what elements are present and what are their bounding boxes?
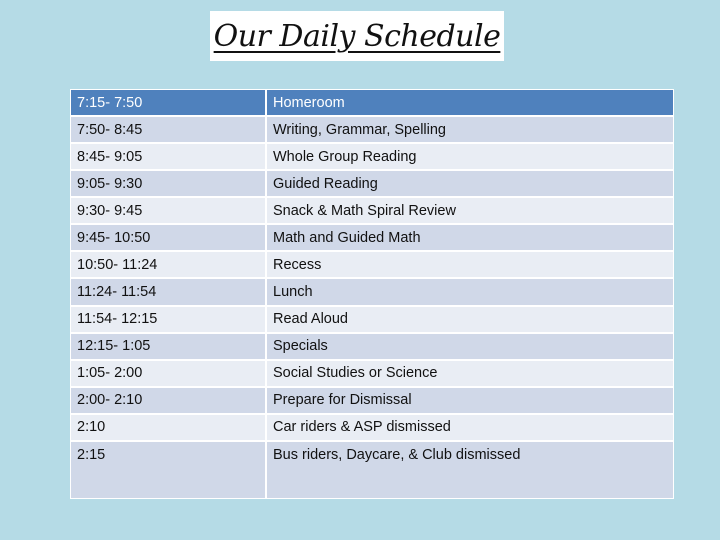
activity-cell: Whole Group Reading xyxy=(267,144,673,171)
activity-cell: Car riders & ASP dismissed xyxy=(267,415,673,442)
activity-cell: Prepare for Dismissal xyxy=(267,388,673,415)
activity-cell: Guided Reading xyxy=(267,171,673,198)
table-row xyxy=(71,415,673,442)
activity-cell: Read Aloud xyxy=(267,307,673,334)
table-row xyxy=(71,442,673,498)
activity-cell: Writing, Grammar, Spelling xyxy=(267,117,673,144)
table-row xyxy=(71,361,673,388)
table-row xyxy=(71,334,673,361)
time-cell: 2:00- 2:10 xyxy=(71,388,267,415)
table-row xyxy=(71,307,673,334)
time-cell: 9:30- 9:45 xyxy=(71,198,267,225)
time-cell: 8:45- 9:05 xyxy=(71,144,267,171)
table-row xyxy=(71,198,673,225)
table-row xyxy=(71,279,673,306)
activity-cell: Lunch xyxy=(267,279,673,306)
activity-cell: Social Studies or Science xyxy=(267,361,673,388)
time-cell: 10:50- 11:24 xyxy=(71,252,267,279)
time-cell: 9:45- 10:50 xyxy=(71,225,267,252)
time-cell: 7:50- 8:45 xyxy=(71,117,267,144)
table-row xyxy=(71,90,673,117)
activity-cell: Math and Guided Math xyxy=(267,225,673,252)
table-row xyxy=(71,117,673,144)
time-cell: 12:15- 1:05 xyxy=(71,334,267,361)
schedule-table xyxy=(70,89,674,499)
time-cell: 1:05- 2:00 xyxy=(71,361,267,388)
time-cell: 2:10 xyxy=(71,415,267,442)
time-cell: 9:05- 9:30 xyxy=(71,171,267,198)
activity-cell: Homeroom xyxy=(267,90,673,117)
activity-cell: Recess xyxy=(267,252,673,279)
table-row xyxy=(71,388,673,415)
activity-cell: Snack & Math Spiral Review xyxy=(267,198,673,225)
time-cell: 11:54- 12:15 xyxy=(71,307,267,334)
table-row xyxy=(71,171,673,198)
time-cell: 2:15 xyxy=(71,442,267,498)
page-title: Our Daily Schedule xyxy=(213,18,501,54)
table-row xyxy=(71,252,673,279)
activity-cell: Bus riders, Daycare, & Club dismissed xyxy=(267,442,673,498)
title-box xyxy=(210,11,504,61)
table-row xyxy=(71,225,673,252)
time-cell: 7:15- 7:50 xyxy=(71,90,267,117)
time-cell: 11:24- 11:54 xyxy=(71,279,267,306)
table-row xyxy=(71,144,673,171)
activity-cell: Specials xyxy=(267,334,673,361)
